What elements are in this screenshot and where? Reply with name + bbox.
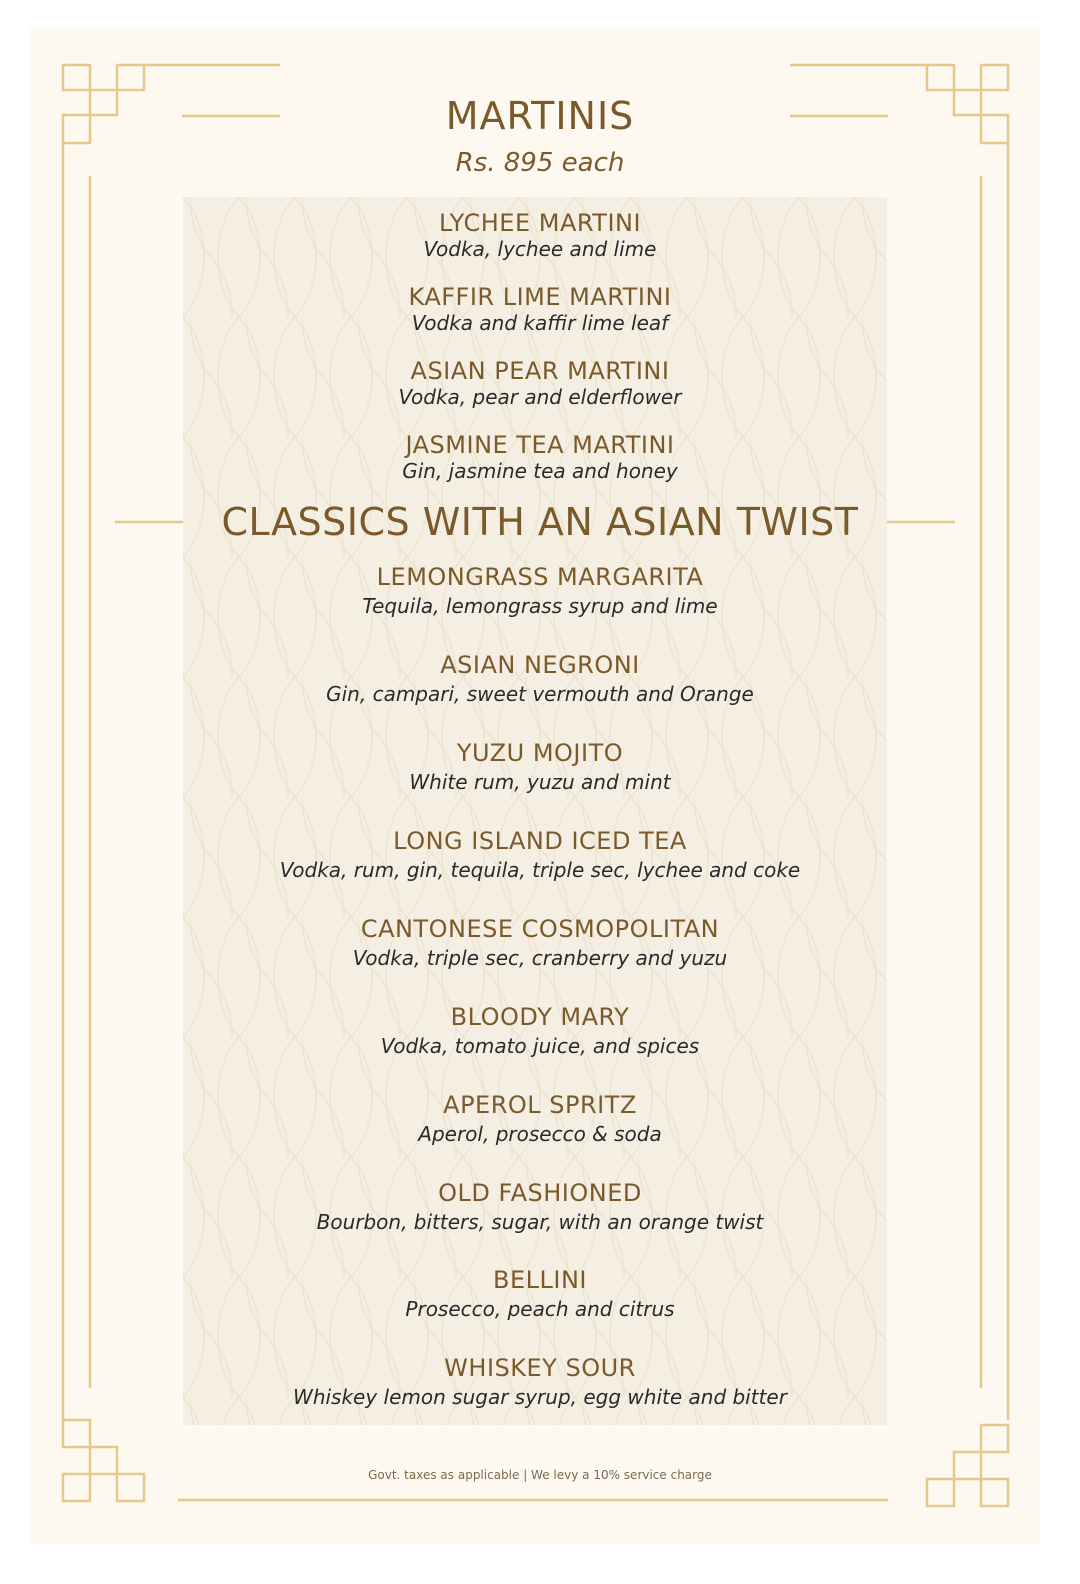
menu-item	[0, 357, 1080, 410]
drink-description: White rum, yuzu and mint	[409, 770, 671, 794]
menu-item	[0, 283, 1080, 336]
drink-description: Aperol, prosecco & soda	[418, 1122, 662, 1146]
drink-name: LEMONGRASS MARGARITA	[376, 563, 704, 591]
menu-item	[0, 563, 1080, 619]
menu-item	[0, 209, 1080, 262]
drink-name: OLD FASHIONED	[438, 1179, 642, 1207]
menu-item	[0, 1003, 1080, 1059]
drink-description: Tequila, lemongrass syrup and lime	[362, 594, 718, 618]
drink-description: Bourbon, bitters, sugar, with an orange twist	[316, 1210, 764, 1234]
corner-ornament-bottom-left	[63, 1420, 888, 1501]
menu-item	[0, 1266, 1080, 1322]
drink-name: CANTONESE COSMOPOLITAN	[360, 915, 720, 943]
martinis-price: Rs. 895 each	[455, 148, 625, 178]
drink-description: Vodka, rum, gin, tequila, triple sec, lychee and coke	[279, 858, 801, 882]
classics-section-title: CLASSICS WITH AN ASIAN TWIST	[221, 500, 859, 544]
menu-item	[0, 1091, 1080, 1147]
menu-item	[0, 1354, 1080, 1410]
menu-item	[0, 431, 1080, 484]
drink-name: BELLINI	[493, 1266, 587, 1294]
drink-description: Vodka, tomato juice, and spices	[380, 1034, 700, 1058]
footer-note: Govt. taxes as applicable | We levy a 10% service charge	[368, 1468, 712, 1482]
drink-description: Whiskey lemon sugar syrup, egg white and bitter	[293, 1385, 787, 1409]
menu-item	[0, 1179, 1080, 1235]
drink-name: APEROL SPRITZ	[443, 1091, 637, 1119]
drink-name: JASMINE TEA MARTINI	[405, 431, 675, 459]
drink-description: Gin, campari, sweet vermouth and Orange	[326, 682, 754, 706]
menu-item	[0, 739, 1080, 795]
drink-description: Vodka and kaffir lime leaf	[411, 311, 669, 335]
drink-name: BLOODY MARY	[450, 1003, 630, 1031]
drink-description: Vodka, lychee and lime	[423, 237, 657, 261]
drink-name: ASIAN PEAR MARTINI	[410, 357, 670, 385]
menu-item	[0, 651, 1080, 707]
martinis-section-title: MARTINIS	[445, 94, 635, 138]
drink-description: Vodka, triple sec, cranberry and yuzu	[352, 946, 728, 970]
drink-name: WHISKEY SOUR	[444, 1354, 636, 1382]
drink-name: LYCHEE MARTINI	[438, 209, 642, 237]
drink-name: LONG ISLAND ICED TEA	[393, 827, 687, 855]
drink-description: Vodka, pear and elderflower	[398, 385, 682, 409]
menu-item	[0, 915, 1080, 971]
drink-description: Gin, jasmine tea and honey	[402, 459, 678, 483]
drink-description: Prosecco, peach and citrus	[405, 1297, 675, 1321]
drink-name: KAFFIR LIME MARTINI	[408, 283, 672, 311]
drink-name: ASIAN NEGRONI	[440, 651, 640, 679]
corner-ornament-bottom-right	[927, 1425, 1008, 1506]
menu-item	[0, 827, 1080, 883]
drink-name: YUZU MOJITO	[456, 739, 624, 767]
